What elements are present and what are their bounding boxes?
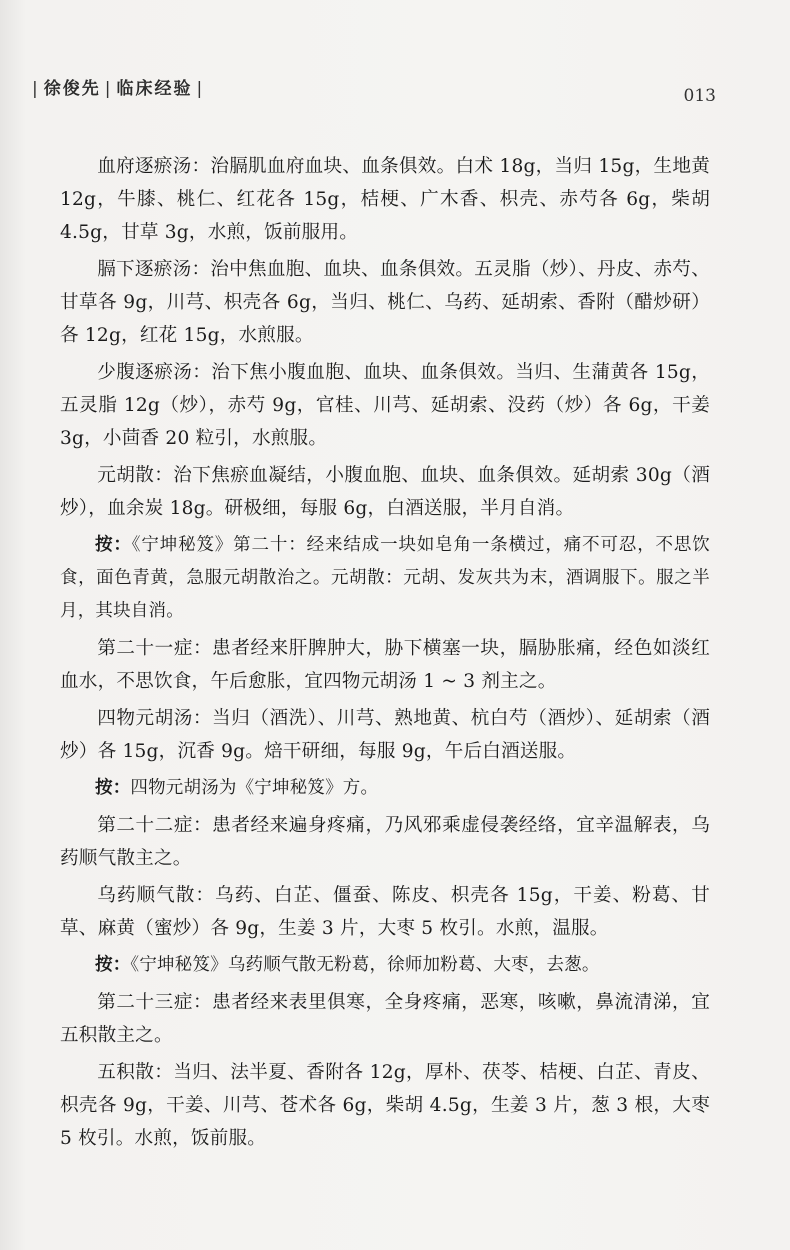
paragraph: 元胡散：治下焦瘀血凝结，小腹血胞、血块、血条俱效。延胡索 30g（酒炒），血余炭 18g。研极细，每服 6g，白酒送服，半月自消。 bbox=[60, 465, 710, 519]
header-separator-left: | bbox=[32, 79, 40, 99]
header-book-title: 临床经验 bbox=[116, 79, 193, 99]
editor-note: 按：《宁坤秘笈》第二十：经来结成一块如皂角一条横过，痛不可忍，不思饮食，面色青黄，急服元胡散治之。元胡散：元胡、发灰共为末，酒调服下。服之半月，其块自消。 bbox=[60, 535, 710, 621]
header-separator-middle: | bbox=[104, 79, 113, 99]
running-header bbox=[28, 74, 208, 99]
paragraph: 膈下逐瘀汤：治中焦血胞、血块、血条俱效。五灵脂（炒）、丹皮、赤芍、甘草各 9g，川芎、枳壳各 6g，当归、桃仁、乌药、延胡索、香附（醋炒研）各 12g，红花 15g，水煎服。 bbox=[60, 259, 710, 346]
page-number: 013 bbox=[683, 86, 716, 106]
paragraph: 第二十一症：患者经来肝脾肿大，胁下横塞一块，膈胁胀痛，经色如淡红血水，不思饮食，午后愈胀，宜四物元胡汤 1 ~ 3 剂主之。 bbox=[60, 638, 710, 692]
paragraph: 乌药顺气散：乌药、白芷、僵蚕、陈皮、枳壳各 15g，干姜、粉葛、甘草、麻黄（蜜炒）各 9g，生姜 3 片，大枣 5 枚引。水煎，温服。 bbox=[60, 885, 710, 939]
editor-note: 按：《宁坤秘笈》乌药顺气散无粉葛，徐师加粉葛、大枣，去葱。 bbox=[95, 955, 600, 975]
paragraph: 第二十三症：患者经来表里俱寒，全身疼痛，恶寒，咳嗽，鼻流清涕，宜五积散主之。 bbox=[60, 992, 710, 1046]
paragraph: 第二十二症：患者经来遍身疼痛，乃风邪乘虚侵袭经络，宜辛温解表，乌药顺气散主之。 bbox=[60, 815, 710, 869]
paragraph: 五积散：当归、法半夏、香附各 12g，厚朴、茯苓、桔梗、白芷、青皮、枳壳各 9g，干姜、川芎、苍术各 6g，柴胡 4.5g，生姜 3 片，葱 3 根，大枣 5 枚引。水煎，饭前服。 bbox=[60, 1062, 710, 1149]
note-label: 按： bbox=[95, 955, 131, 975]
editor-note: 按：四物元胡汤为《宁坤秘笈》方。 bbox=[95, 778, 379, 798]
paragraph: 少腹逐瘀汤：治下焦小腹血胞、血块、血条俱效。当归、生蒲黄各 15g，五灵脂 12g（炒），赤芍 9g，官桂、川芎、延胡索、没药（炒）各 6g，干姜 3g，小茴香 20 粒引，水煎服。 bbox=[60, 362, 710, 449]
note-label: 按： bbox=[95, 778, 131, 798]
note-label: 按： bbox=[95, 535, 132, 555]
paragraph: 血府逐瘀汤：治膈肌血府血块、血条俱效。白术 18g，当归 15g，生地黄 12g，牛膝、桃仁、红花各 15g，桔梗、广木香、枳壳、赤芍各 6g，柴胡 4.5g，甘草 3g，水煎，饭前服用。 bbox=[60, 156, 710, 243]
header-separator-right: | bbox=[196, 79, 205, 99]
body-text bbox=[60, 150, 710, 1159]
paragraph: 四物元胡汤：当归（酒洗）、川芎、熟地黄、杭白芍（酒炒）、延胡索（酒炒）各 15g，沉香 9g。焙干研细，每服 9g，午后白酒送服。 bbox=[60, 708, 710, 762]
header-author: 徐俊先 bbox=[43, 79, 101, 99]
